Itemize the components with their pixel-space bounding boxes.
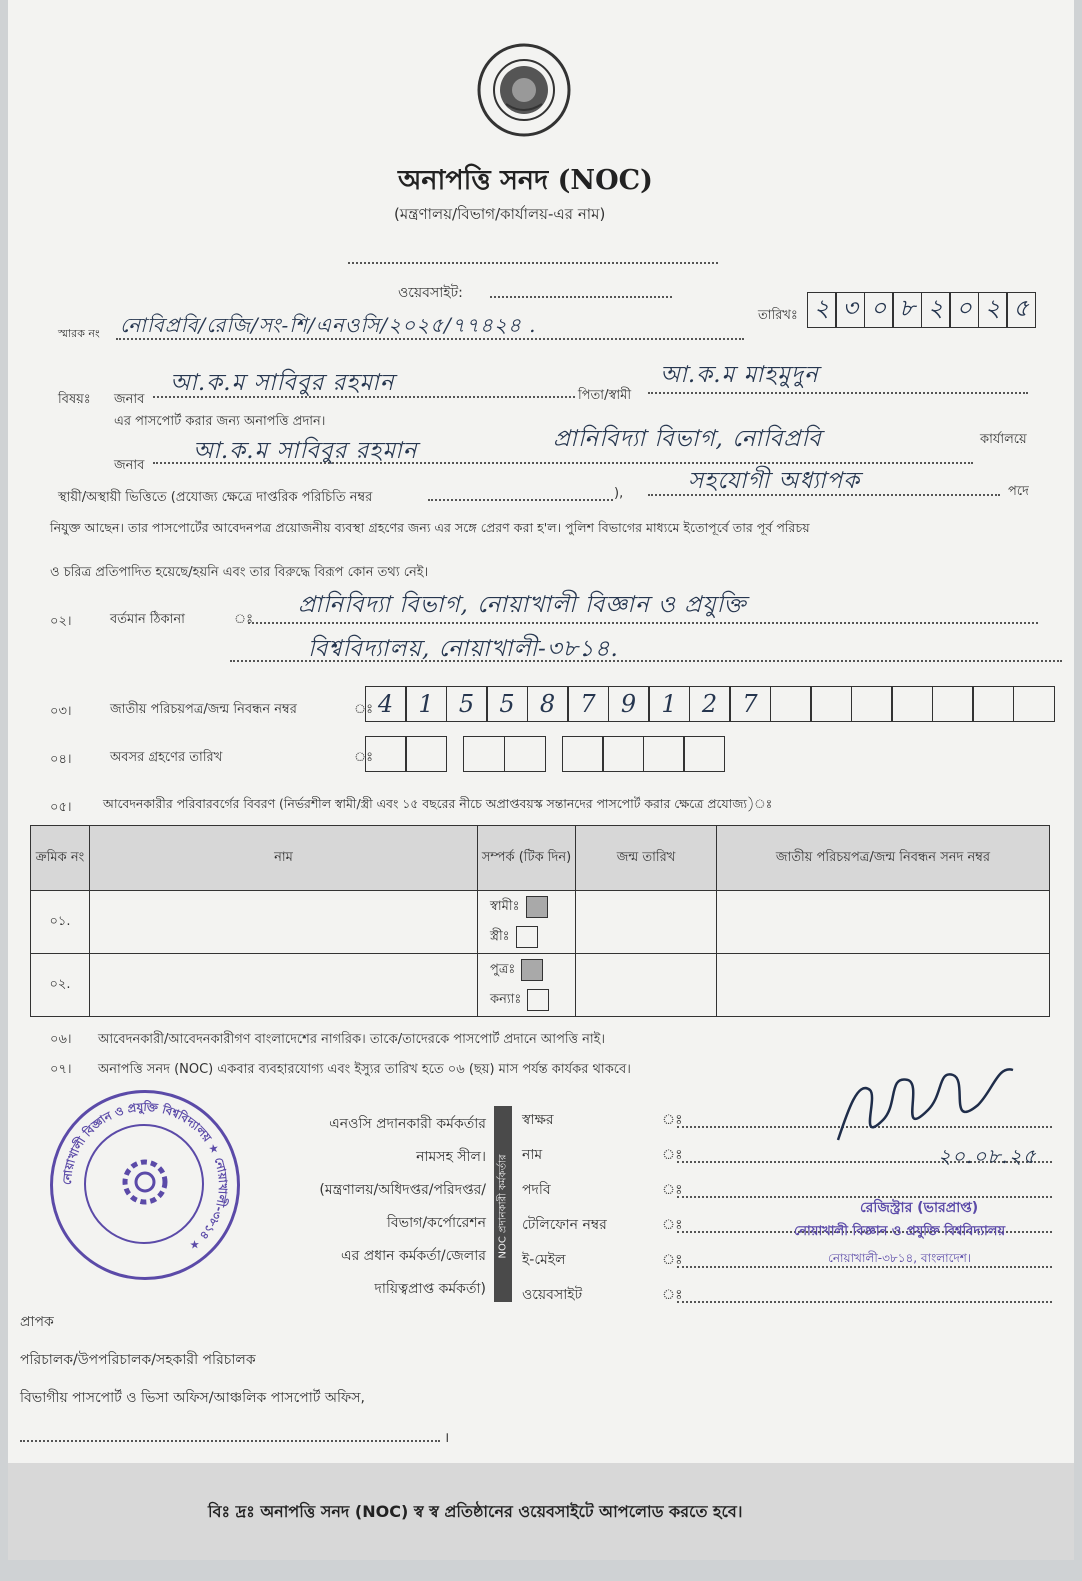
retire-colon: ঃ <box>354 750 374 765</box>
nid-digit-box: 7 <box>567 686 609 722</box>
university-seal <box>50 1090 240 1280</box>
col-relation: সম্পর্ক (টিক দিন) <box>478 826 576 891</box>
document-title: অনাপত্তি সনদ (NOC) <box>398 165 653 196</box>
applicant-name-line <box>153 396 575 398</box>
date-digit-box: ২ <box>921 292 951 328</box>
date-digit-box: ৫ <box>1006 292 1036 328</box>
nid-digit-box: 9 <box>608 686 650 722</box>
officer-field-label: পদবি <box>522 1182 551 1198</box>
office-suffix: কার্যালয়ে <box>980 432 1027 447</box>
retire-date-boxes <box>366 736 725 772</box>
retire-date-box <box>562 736 604 772</box>
nid-digit-box <box>972 686 1014 722</box>
retire-date-box <box>405 736 447 772</box>
body-mr-label: জনাব <box>114 458 145 473</box>
address-line-1 <box>248 622 1038 624</box>
officer-field-line <box>677 1301 1052 1303</box>
father-name-line <box>648 392 1028 394</box>
body-paragraph-2: ও চরিত্র প্রতিপাদিত হয়েছে/হয়নি এবং তার বিরুদ্ধে বিরূপ কোন তথ্য নেই। <box>50 565 429 580</box>
post-line <box>648 494 1000 496</box>
officer-field-label: স্বাক্ষর <box>522 1112 554 1128</box>
retire-date-box <box>683 736 725 772</box>
col-nid: জাতীয় পরিচয়পত্র/জন্ম নিবন্ধন সনদ নম্বর <box>717 826 1050 891</box>
nid-digit-box: 5 <box>486 686 528 722</box>
retire-date-box <box>365 736 407 772</box>
item-05-number: ০৫। <box>50 800 72 815</box>
officer-description-line: (মন্ত্রণালয়/অধিদপ্তর/পরিদপ্তর/ <box>319 1182 486 1198</box>
officer-field-row <box>522 1246 1057 1281</box>
row-dob-cell <box>576 954 717 1017</box>
col-serial: ক্রমিক নং <box>31 826 90 891</box>
nid-colon: ঃ <box>354 702 374 717</box>
address-line-2 <box>230 660 1062 662</box>
officer-description-line: এর প্রধান কর্মকর্তা/জেলার <box>340 1248 486 1264</box>
post-suffix: পদে <box>1008 484 1029 499</box>
wife-checkbox[interactable] <box>516 926 538 948</box>
son-checkbox[interactable] <box>521 959 543 981</box>
row-dob-cell <box>576 891 717 954</box>
address-colon: ঃ <box>234 612 254 627</box>
father-label: পিতা/স্বামী <box>578 388 632 403</box>
status-number-line <box>428 499 613 501</box>
subject-mr-label: জনাব <box>114 392 145 407</box>
website-label: ওয়েবসাইট: <box>398 285 463 301</box>
item-07-number: ০৭। <box>50 1062 72 1077</box>
nid-digit-box: 8 <box>527 686 569 722</box>
website-line <box>490 296 672 298</box>
officer-field-colon: ঃ <box>662 1147 683 1163</box>
nid-digit-box: 1 <box>648 686 690 722</box>
date-digit-box: ৩ <box>835 292 865 328</box>
registrar-org: নোয়াখালী বিজ্ঞান ও প্রযুক্তি বিশ্ববিদ্যালয় <box>794 1224 1006 1239</box>
nid-digit-box: 1 <box>405 686 447 722</box>
address-line-2-value: বিশ্ববিদ্যালয়, নোয়াখালী-৩৮১৪. <box>308 636 619 662</box>
status-text: স্থায়ী/অস্থায়ী ভিত্তিতে (প্রযোজ্য ক্ষেত্রে দাপ্তরিক পরিচিতি নম্বর <box>58 490 373 505</box>
officer-field-label: ই-মেইল <box>522 1252 566 1268</box>
family-label: আবেদনকারীর পরিবারবর্গের বিবরণ (নির্ভরশীল স্বামী/স্ত্রী এবং ১৫ বছরের নীচে অপ্রাপ্তবয়স্ক সন্তানদের পাসপোর্ট করার ক্ষেত্রে প্রযোজ্য)ঃ <box>103 796 773 811</box>
address-label: বর্তমান ঠিকানা <box>110 612 185 627</box>
officer-field-colon: ঃ <box>662 1252 683 1268</box>
footer-band <box>8 1463 1074 1560</box>
officer-field-colon: ঃ <box>662 1217 683 1233</box>
date-digit-box: ২ <box>807 292 837 328</box>
item-03-number: ০৩। <box>50 704 72 719</box>
item-06-number: ০৬। <box>50 1032 72 1047</box>
officer-field-label: ওয়েবসাইট <box>522 1287 583 1303</box>
emblem-icon <box>476 42 572 138</box>
nid-digit-box <box>932 686 974 722</box>
row-serial: ০১. <box>31 891 90 954</box>
relation-husband-label: স্বামীঃ <box>490 899 520 914</box>
item-04-number: ০৪। <box>50 752 72 767</box>
memo-ref-value: নোবিপ্রবি/রেজি/সং-শি/এনওসি/২০২৫/৭৭৪২৪ . <box>120 313 537 337</box>
memo-ref-line <box>116 338 744 340</box>
nid-digit-box: 5 <box>446 686 488 722</box>
officer-description-line: দায়িত্বপ্রাপ্ত কর্মকর্তা) <box>374 1281 486 1297</box>
note-07-text: অনাপত্তি সনদ (NOC) একবার ব্যবহারযোগ্য এবং ইস্যুর তারিখ হতে ০৬ (ছয়) মাস পর্যন্ত কার্যকর থাকবে। <box>98 1062 631 1077</box>
daughter-checkbox[interactable] <box>527 989 549 1011</box>
gear-icon <box>115 1152 175 1212</box>
nid-digit-box <box>851 686 893 722</box>
date-digit-box: ০ <box>864 292 894 328</box>
note-06-text: আবেদনকারী/আবেদনকারীগণ বাংলাদেশের নাগরিক। তাকে/তাদেরকে পাসপোর্ট প্রদানে আপত্তি নাই। <box>98 1032 606 1047</box>
recipient-label: প্রাপক <box>20 1314 54 1330</box>
officer-field-label: নাম <box>522 1147 543 1163</box>
officer-field-row <box>522 1281 1057 1316</box>
col-name: নাম <box>90 826 478 891</box>
retire-label: অবসর গ্রহণের তারিখ <box>110 750 223 765</box>
item-02-number: ০২। <box>50 614 72 629</box>
officer-description-line: এনওসি প্রদানকারী কর্মকর্তার <box>329 1116 486 1132</box>
body-office-value: প্রানিবিদ্যা বিভাগ, নোবিপ্রবি <box>553 426 822 452</box>
nid-digit-box: 7 <box>729 686 771 722</box>
relation-cell <box>478 954 576 1017</box>
relation-cell <box>478 891 576 954</box>
nid-digit-box <box>810 686 852 722</box>
post-value: সহযোগী অধ্যাপক <box>688 468 861 494</box>
recipient-end-mark: । <box>444 1430 450 1446</box>
date-digit-box: ০ <box>949 292 979 328</box>
applicant-name-value: আ.ক.ম সাবিবুর রহমান <box>170 370 395 396</box>
date-digit-box: ৮ <box>892 292 922 328</box>
body-paragraph: নিযুক্ত আছেন। তার পাসপোর্টের আবেদনপত্র প্রয়োজনীয় ব্যবস্থা গ্রহণের জন্য এর সঙ্গে প্রেরণ করা হ'ল। পুলিশ বিভাগের মাধ্যমে ইতোপূর্বে তার পূর্ব পরিচয় <box>50 520 810 535</box>
signature-date: ২০.০৮.২৫ <box>938 1144 1037 1168</box>
officer-vertical-band <box>494 1106 512 1302</box>
ministry-name-line <box>348 262 718 264</box>
officer-field-colon: ঃ <box>662 1112 683 1128</box>
retire-date-box <box>643 736 685 772</box>
col-dob: জন্ম তারিখ <box>576 826 717 891</box>
subject-line2: এর পাসপোর্ট করার জন্য অনাপত্তি প্রদান। <box>114 414 326 429</box>
relation-son-label: পুত্রঃ <box>490 962 516 977</box>
recipient-line-2: বিভাগীয় পাসপোর্ট ও ভিসা অফিস/আঞ্চলিক পাসপোর্ট অফিস, <box>20 1390 365 1406</box>
seal-ring-text-path: নোয়াখালী বিজ্ঞান ও প্রযুক্তি বিশ্ববিদ্যালয় ★ নোয়াখালী-৩৮১৪ ★ <box>59 1099 231 1254</box>
recipient-line-1: পরিচালক/উপপরিচালক/সহকারী পরিচালক <box>20 1352 256 1368</box>
officer-vertical-text: NOC প্রদানকারী কর্মকর্তার <box>497 1154 509 1259</box>
retire-date-box <box>602 736 644 772</box>
row-nid-cell <box>717 954 1050 1017</box>
nid-boxes <box>366 686 1055 722</box>
relation-daughter-label: কন্যাঃ <box>490 992 522 1007</box>
date-digit-box: ২ <box>978 292 1008 328</box>
retire-date-box <box>463 736 505 772</box>
father-name-value: আ.ক.ম মাহমুদুন <box>660 362 819 388</box>
officer-description-line: নামসহ সীল। <box>416 1149 486 1165</box>
row-name-cell <box>90 954 478 1017</box>
officer-field-colon: ঃ <box>662 1287 683 1303</box>
husband-checkbox[interactable] <box>526 896 548 918</box>
status-close: ), <box>614 486 624 501</box>
footer-note: বিঃ দ্রঃ অনাপত্তি সনদ (NOC) স্ব স্ব প্রতিষ্ঠানের ওয়েবসাইটে আপলোড করতে হবে। <box>208 1502 743 1521</box>
body-name-value: আ.ক.ম সাবিবুর রহমান <box>193 438 418 464</box>
family-table <box>30 825 1050 1017</box>
officer-field-label: টেলিফোন নম্বর <box>522 1217 607 1233</box>
registrar-address: নোয়াখালী-৩৮১৪, বাংলাদেশ। <box>828 1251 972 1265</box>
nid-digit-box <box>891 686 933 722</box>
nid-digit-box: 2 <box>689 686 731 722</box>
family-table-header <box>31 826 1050 891</box>
subject-label: বিষয়ঃ <box>58 392 91 407</box>
noc-document <box>8 0 1074 1560</box>
officer-field-colon: ঃ <box>662 1182 683 1198</box>
nid-label: জাতীয় পরিচয়পত্র/জন্ম নিবন্ধন নম্বর <box>110 702 297 717</box>
row-nid-cell <box>717 891 1050 954</box>
government-emblem <box>476 42 572 138</box>
memo-ref-label: স্মারক নং <box>58 327 100 340</box>
table-row <box>31 954 1050 1017</box>
relation-wife-label: স্ত্রীঃ <box>490 929 510 944</box>
row-name-cell <box>90 891 478 954</box>
nid-digit-box: 4 <box>365 686 407 722</box>
address-line-1-value: প্রানিবিদ্যা বিভাগ, নোয়াখালী বিজ্ঞান ও প্রযুক্তি <box>298 592 747 618</box>
officer-description <box>238 1108 486 1306</box>
nid-digit-box <box>1013 686 1055 722</box>
officer-description-line: বিভাগ/কর্পোরেশন <box>386 1215 486 1231</box>
table-row <box>31 891 1050 954</box>
recipient-office-line <box>20 1440 440 1442</box>
nid-digit-box <box>770 686 812 722</box>
date-label: তারিখঃ <box>758 308 798 323</box>
ministry-name-caption: (মন্ত্রণালয়/বিভাগ/কার্যালয়-এর নাম) <box>394 205 606 223</box>
row-serial: ০২. <box>31 954 90 1017</box>
retire-date-box <box>504 736 546 772</box>
registrar-title: রেজিস্ট্রার (ভারপ্রাপ্ত) <box>860 1200 979 1216</box>
date-boxes <box>808 292 1036 328</box>
